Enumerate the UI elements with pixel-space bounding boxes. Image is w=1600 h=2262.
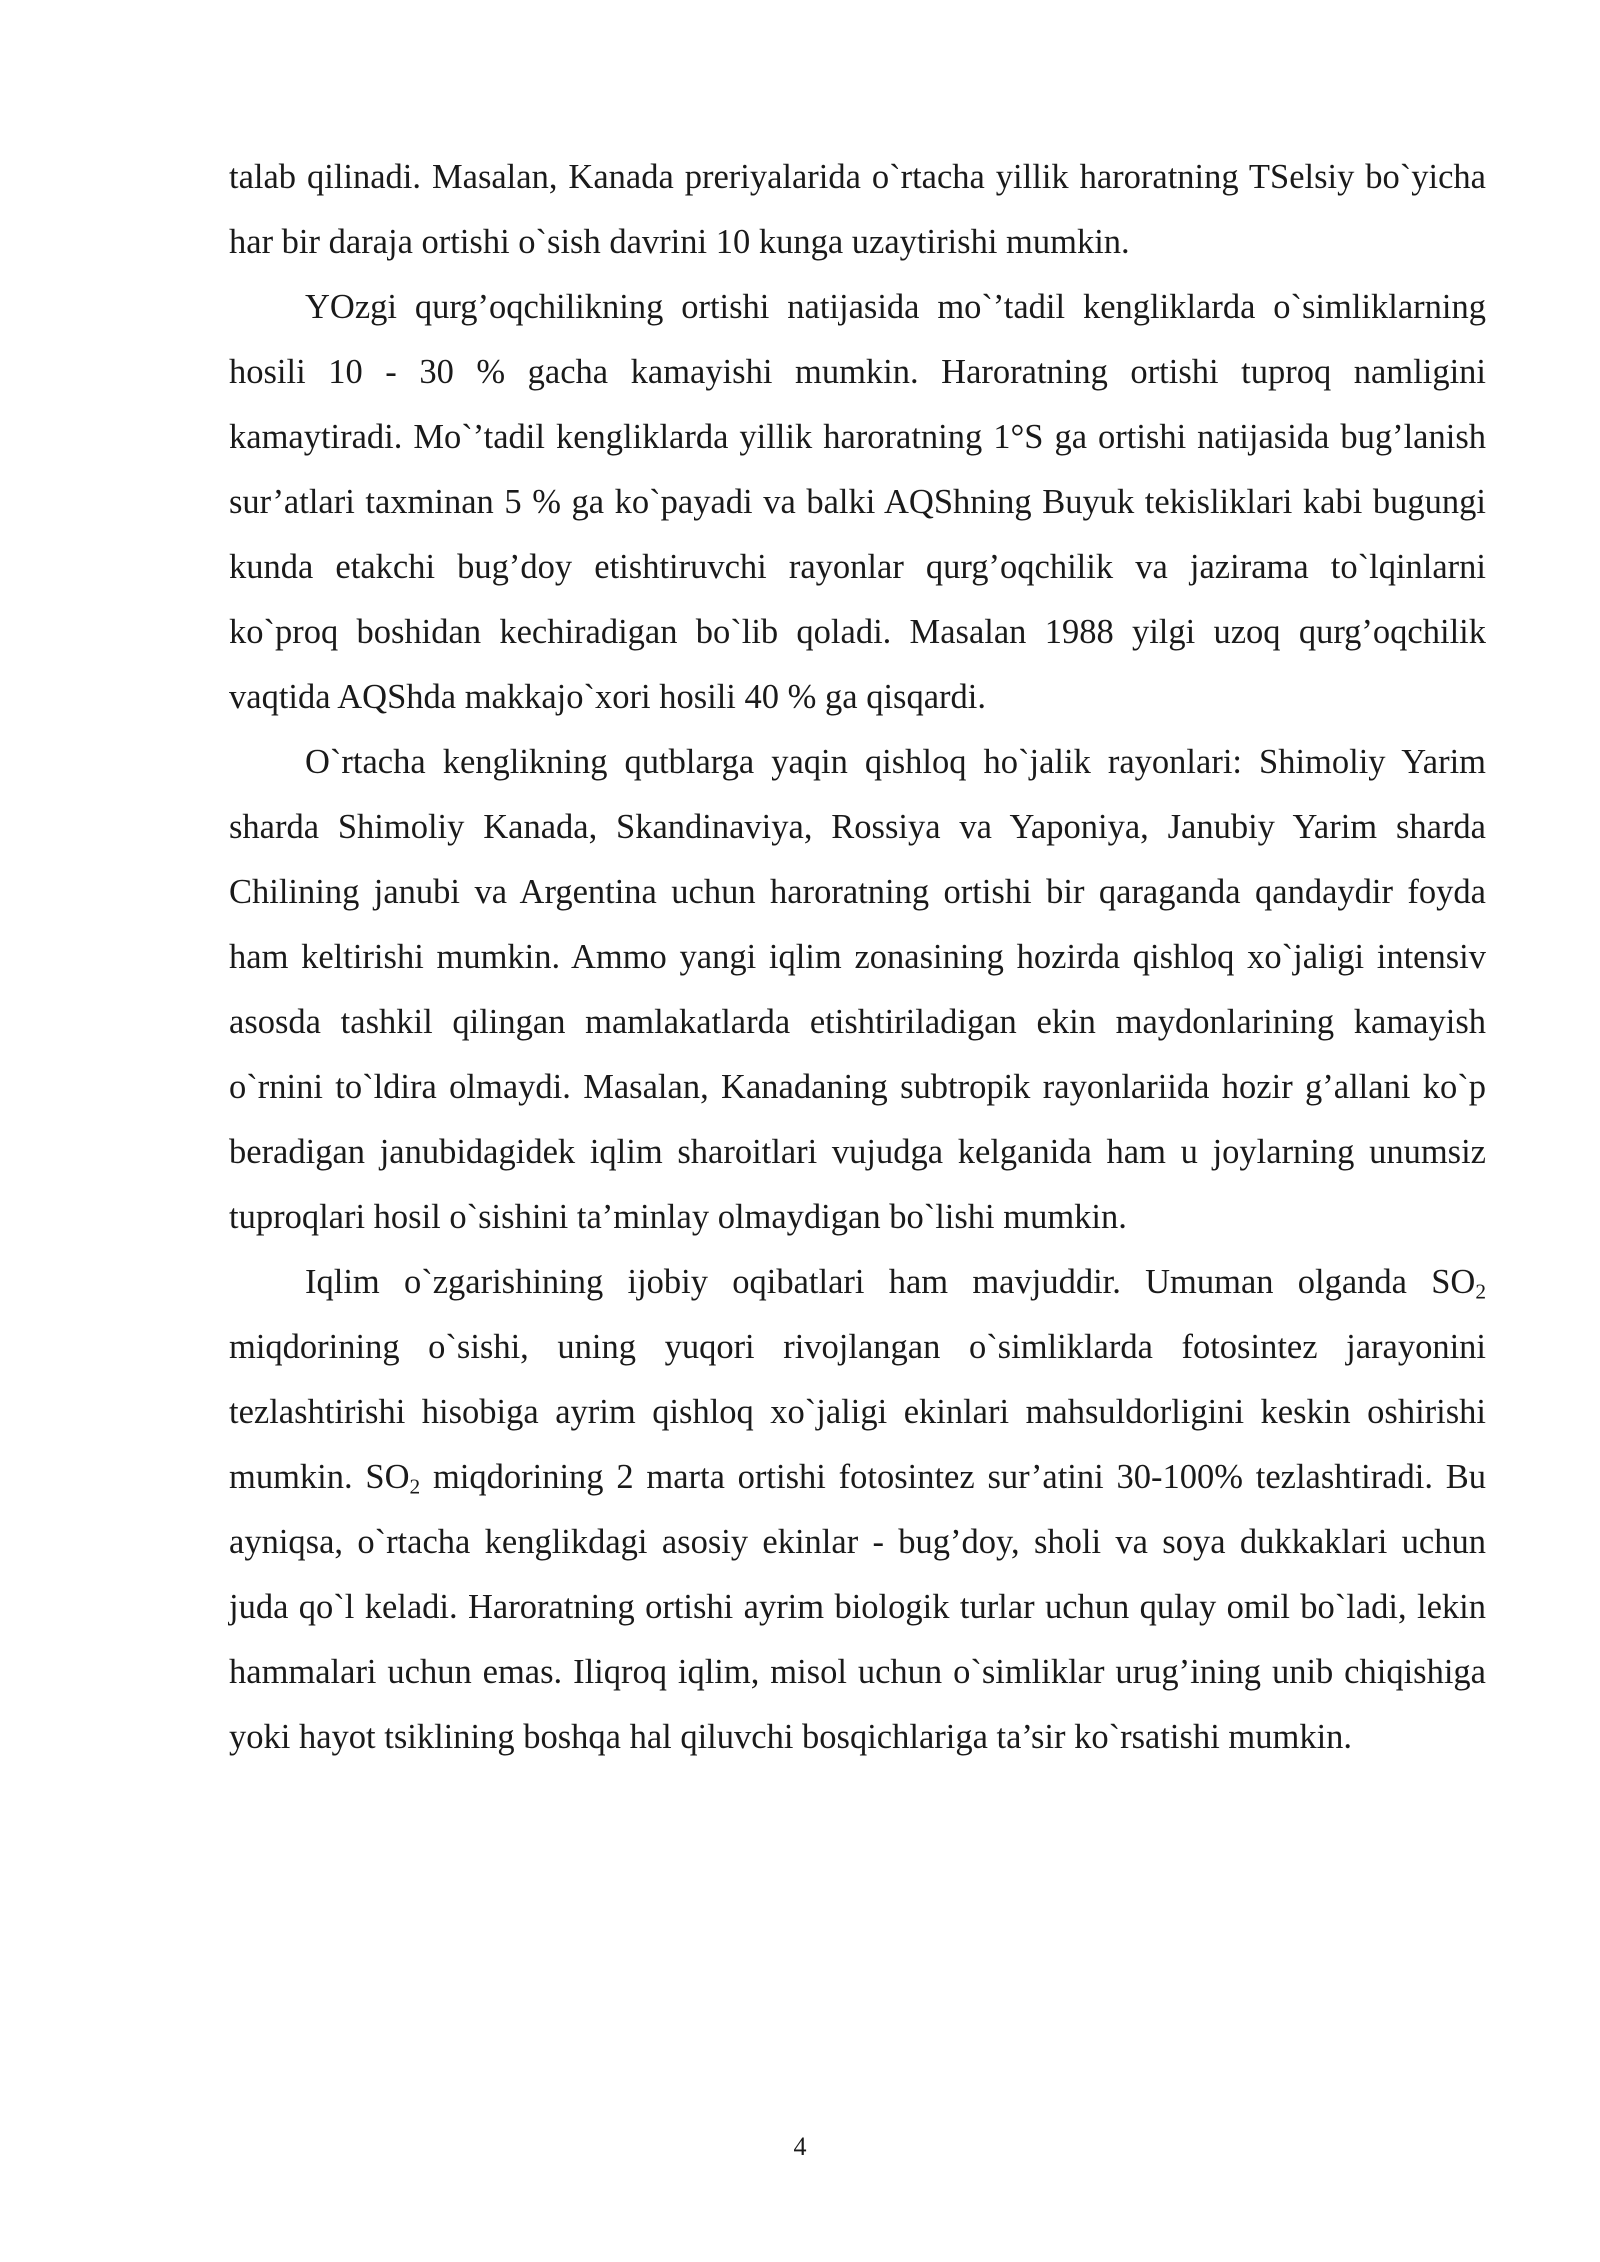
subscript-2: 2 (409, 1474, 421, 1499)
paragraph-4-text: Iqlim o`zgarishining ijobiy oqibatlari ham mavjuddir. Umuman olganda SO (305, 1263, 1476, 1301)
page-number: 4 (793, 2132, 807, 2161)
subscript-2: 2 (1475, 1279, 1486, 1304)
paragraph-2: YOzgi qurg’oqchilikning ortishi natijasida mo`’tadil kengliklarda o`simliklarning hosili 10 - 30 % gacha kamayishi mumkin. Haroratning ortishi tuproq namligini kamaytiradi. Mo`’tadil kengliklarda yillik haroratning 1°S ga ortishi natijasida bug’lanish sur’atlari taxminan 5 % ga ko`payadi va balki AQShning Buyuk tekisliklari kabi bugungi kunda etakchi bug’doy etishtiruvchi rayonlar qurg’oqchilik va jazirama to`lqinlarni ko`proq boshidan kechiradigan bo`lib qoladi. Masalan 1988 yilgi uzoq qurg’oqchilik vaqtida AQShda makkajo`xori hosili 40 % ga qisqardi. (229, 288, 1486, 716)
paragraph-4-text: miqdorining 2 marta ortishi fotosintez sur’atini 30-100% tezlashtiradi. Bu ayniqsa, o`rtacha kenglikdagi asosiy ekinlar - bug’doy, sholi va soya dukkaklari uchun juda qo`l keladi. Haroratning ortishi ayrim biologik turlar uchun qulay omil bo`ladi, lekin hammalari uchun emas. Iliqroq iqlim, misol uchun o`simliklar urug’ining unib chiqishiga yoki hayot tsiklining boshqa hal qiluvchi bosqichlariga ta’sir ko`rsatishi mumkin. (229, 1458, 1486, 1756)
paragraph-4 (229, 1250, 1486, 1770)
paragraph-3: O`rtacha kenglikning qutblarga yaqin qishloq ho`jalik rayonlari: Shimoliy Yarim sharda Shimoliy Kanada, Skandinaviya, Rossiya va Yaponiya, Janubiy Yarim sharda Chilining janubi va Argentina uchun haroratning ortishi bir qaraganda qandaydir foyda ham keltirishi mumkin. Ammo yangi iqlim zonasining hozirda qishloq xo`jaligi intensiv asosda tashkil qilingan mamlakatlarda etishtiriladigan ekin maydonlarining kamayish o`rnini to`ldira olmaydi. Masalan, Kanadaning subtropik rayonlariida hozir g’allani ko`p beradigan janubidagidek iqlim sharoitlari vujudga kelganida ham u joylarning unumsiz tuproqlari hosil o`sishini ta’minlay olmaydigan bo`lishi mumkin. (229, 743, 1486, 1236)
paragraph-4-text: miqdorining o`sishi, uning yuqori rivojlangan o`simliklarda fotosintez jarayonini tezlashtirishi hisobiga ayrim qishloq xo`jaligi ekinlari mahsuldorligini keskin oshirishi mumkin. SO (229, 1328, 1486, 1496)
document-body (229, 145, 1486, 1770)
paragraph-1: talab qilinadi. Masalan, Kanada preriyalarida o`rtacha yillik haroratning TSelsiy bo`yicha har bir daraja ortishi o`sish davrini 10 kunga uzaytirishi mumkin. (229, 158, 1486, 261)
